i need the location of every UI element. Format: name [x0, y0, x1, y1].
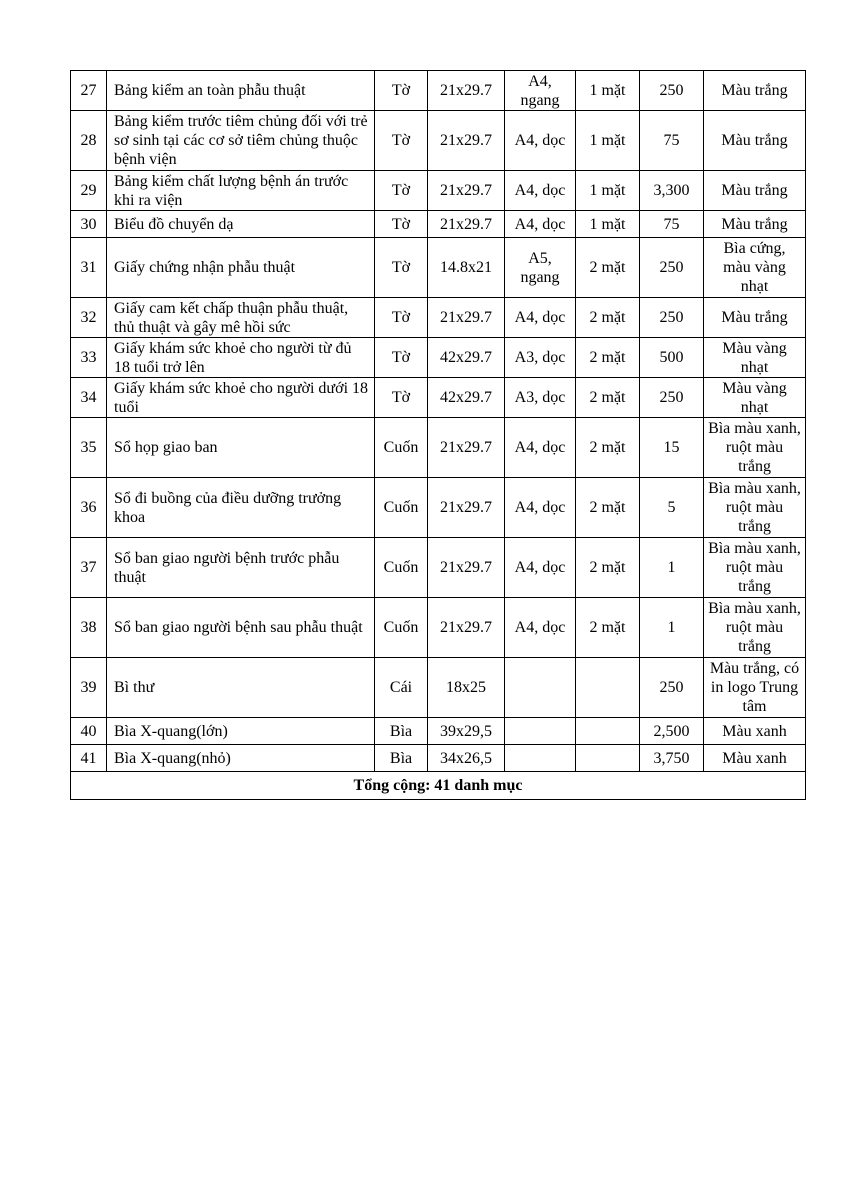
cell-unit: Cuốn — [375, 478, 428, 538]
cell-format: A4, dọc — [505, 418, 576, 478]
table-row — [71, 211, 806, 238]
table-body — [71, 71, 806, 772]
cell-qty: 3,750 — [640, 745, 704, 772]
table-row — [71, 478, 806, 538]
cell-name: Sổ ban giao người bệnh sau phẫu thuật — [107, 598, 375, 658]
cell-size: 14.8x21 — [428, 238, 505, 298]
cell-sides: 2 mặt — [576, 598, 640, 658]
cell-size: 21x29.7 — [428, 71, 505, 111]
cell-unit: Tờ — [375, 211, 428, 238]
table-row — [71, 418, 806, 478]
cell-format: A4, ngang — [505, 71, 576, 111]
cell-unit: Tờ — [375, 71, 428, 111]
cell-qty: 250 — [640, 658, 704, 718]
cell-qty: 250 — [640, 71, 704, 111]
cell-sides: 2 mặt — [576, 478, 640, 538]
cell-name: Giấy chứng nhận phẫu thuật — [107, 238, 375, 298]
cell-note: Màu trắng, có in logo Trung tâm — [704, 658, 806, 718]
cell-size: 21x29.7 — [428, 418, 505, 478]
cell-qty: 75 — [640, 111, 704, 171]
cell-stt: 36 — [71, 478, 107, 538]
cell-format: A4, dọc — [505, 111, 576, 171]
cell-stt: 31 — [71, 238, 107, 298]
cell-stt: 30 — [71, 211, 107, 238]
cell-sides: 1 mặt — [576, 111, 640, 171]
cell-note: Màu trắng — [704, 111, 806, 171]
cell-name: Giấy khám sức khoẻ cho người từ đủ 18 tuổi trở lên — [107, 338, 375, 378]
cell-unit: Cuốn — [375, 418, 428, 478]
cell-stt: 32 — [71, 298, 107, 338]
cell-size: 21x29.7 — [428, 538, 505, 598]
cell-sides: 2 mặt — [576, 418, 640, 478]
table-row — [71, 658, 806, 718]
cell-format: A4, dọc — [505, 538, 576, 598]
cell-unit: Tờ — [375, 298, 428, 338]
cell-size: 34x26,5 — [428, 745, 505, 772]
cell-name: Biểu đồ chuyển dạ — [107, 211, 375, 238]
cell-note: Màu xanh — [704, 718, 806, 745]
cell-stt: 27 — [71, 71, 107, 111]
cell-sides: 2 mặt — [576, 238, 640, 298]
cell-note: Màu vàng nhạt — [704, 338, 806, 378]
table-row — [71, 338, 806, 378]
cell-note: Màu trắng — [704, 211, 806, 238]
cell-size: 21x29.7 — [428, 298, 505, 338]
cell-size: 21x29.7 — [428, 478, 505, 538]
cell-stt: 29 — [71, 171, 107, 211]
cell-format: A4, dọc — [505, 171, 576, 211]
cell-note: Màu trắng — [704, 171, 806, 211]
table-row — [71, 538, 806, 598]
cell-size: 42x29.7 — [428, 338, 505, 378]
cell-name: Bìa X-quang(lớn) — [107, 718, 375, 745]
cell-name: Bảng kiểm trước tiêm chủng đối với trẻ sơ sinh tại các cơ sở tiêm chủng thuộc bệnh viện — [107, 111, 375, 171]
cell-qty: 250 — [640, 378, 704, 418]
cell-unit: Cuốn — [375, 538, 428, 598]
cell-format: A4, dọc — [505, 598, 576, 658]
cell-qty: 75 — [640, 211, 704, 238]
cell-size: 18x25 — [428, 658, 505, 718]
cell-format: A3, dọc — [505, 378, 576, 418]
cell-note: Bìa màu xanh, ruột màu trắng — [704, 598, 806, 658]
table-row — [71, 378, 806, 418]
table-row — [71, 745, 806, 772]
cell-unit: Cái — [375, 658, 428, 718]
cell-format: A4, dọc — [505, 211, 576, 238]
cell-note: Màu vàng nhạt — [704, 378, 806, 418]
cell-stt: 39 — [71, 658, 107, 718]
cell-stt: 40 — [71, 718, 107, 745]
total-row — [71, 772, 806, 800]
cell-qty: 5 — [640, 478, 704, 538]
cell-size: 21x29.7 — [428, 171, 505, 211]
cell-sides: 1 mặt — [576, 71, 640, 111]
cell-name: Sổ đi buồng của điều dưỡng trưởng khoa — [107, 478, 375, 538]
cell-sides: 2 mặt — [576, 338, 640, 378]
cell-name: Sổ họp giao ban — [107, 418, 375, 478]
cell-sides: 2 mặt — [576, 538, 640, 598]
cell-unit: Tờ — [375, 378, 428, 418]
table-row — [71, 598, 806, 658]
cell-unit: Bìa — [375, 745, 428, 772]
cell-qty: 250 — [640, 298, 704, 338]
cell-format — [505, 745, 576, 772]
cell-unit: Tờ — [375, 338, 428, 378]
cell-size: 21x29.7 — [428, 211, 505, 238]
items-table — [70, 70, 806, 800]
cell-name: Bìa X-quang(nhỏ) — [107, 745, 375, 772]
table-row — [71, 71, 806, 111]
table-row — [71, 238, 806, 298]
cell-name: Giấy khám sức khoẻ cho người dưới 18 tuổi — [107, 378, 375, 418]
table-row — [71, 718, 806, 745]
cell-qty: 250 — [640, 238, 704, 298]
cell-stt: 38 — [71, 598, 107, 658]
cell-format: A3, dọc — [505, 338, 576, 378]
cell-unit: Cuốn — [375, 598, 428, 658]
cell-note: Bìa màu xanh, ruột màu trắng — [704, 538, 806, 598]
cell-size: 21x29.7 — [428, 598, 505, 658]
cell-stt: 33 — [71, 338, 107, 378]
cell-sides: 1 mặt — [576, 211, 640, 238]
table-row — [71, 111, 806, 171]
cell-qty: 500 — [640, 338, 704, 378]
cell-format: A5, ngang — [505, 238, 576, 298]
cell-sides — [576, 745, 640, 772]
cell-unit: Tờ — [375, 171, 428, 211]
cell-note: Bìa cứng, màu vàng nhạt — [704, 238, 806, 298]
cell-qty: 1 — [640, 538, 704, 598]
cell-sides: 2 mặt — [576, 298, 640, 338]
cell-format: A4, dọc — [505, 478, 576, 538]
cell-format: A4, dọc — [505, 298, 576, 338]
cell-stt: 41 — [71, 745, 107, 772]
cell-note: Bìa màu xanh, ruột màu trắng — [704, 418, 806, 478]
cell-name: Sổ ban giao người bệnh trước phẫu thuật — [107, 538, 375, 598]
cell-name: Bảng kiểm an toàn phẫu thuật — [107, 71, 375, 111]
cell-sides — [576, 718, 640, 745]
cell-note: Màu trắng — [704, 298, 806, 338]
cell-qty: 1 — [640, 598, 704, 658]
cell-unit: Tờ — [375, 111, 428, 171]
total-label: Tổng cộng: 41 danh mục — [71, 772, 806, 800]
table-row — [71, 171, 806, 211]
cell-stt: 34 — [71, 378, 107, 418]
cell-format — [505, 658, 576, 718]
cell-name: Bì thư — [107, 658, 375, 718]
cell-note: Màu xanh — [704, 745, 806, 772]
cell-qty: 15 — [640, 418, 704, 478]
cell-name: Bảng kiểm chất lượng bệnh án trước khi ra viện — [107, 171, 375, 211]
cell-qty: 3,300 — [640, 171, 704, 211]
cell-note: Màu trắng — [704, 71, 806, 111]
table-row — [71, 298, 806, 338]
cell-size: 42x29.7 — [428, 378, 505, 418]
cell-size: 39x29,5 — [428, 718, 505, 745]
cell-qty: 2,500 — [640, 718, 704, 745]
cell-note: Bìa màu xanh, ruột màu trắng — [704, 478, 806, 538]
cell-format — [505, 718, 576, 745]
cell-stt: 37 — [71, 538, 107, 598]
cell-sides — [576, 658, 640, 718]
cell-sides: 2 mặt — [576, 378, 640, 418]
cell-stt: 35 — [71, 418, 107, 478]
cell-unit: Bìa — [375, 718, 428, 745]
cell-unit: Tờ — [375, 238, 428, 298]
cell-sides: 1 mặt — [576, 171, 640, 211]
cell-size: 21x29.7 — [428, 111, 505, 171]
cell-stt: 28 — [71, 111, 107, 171]
cell-name: Giấy cam kết chấp thuận phẫu thuật, thủ thuật và gây mê hồi sức — [107, 298, 375, 338]
